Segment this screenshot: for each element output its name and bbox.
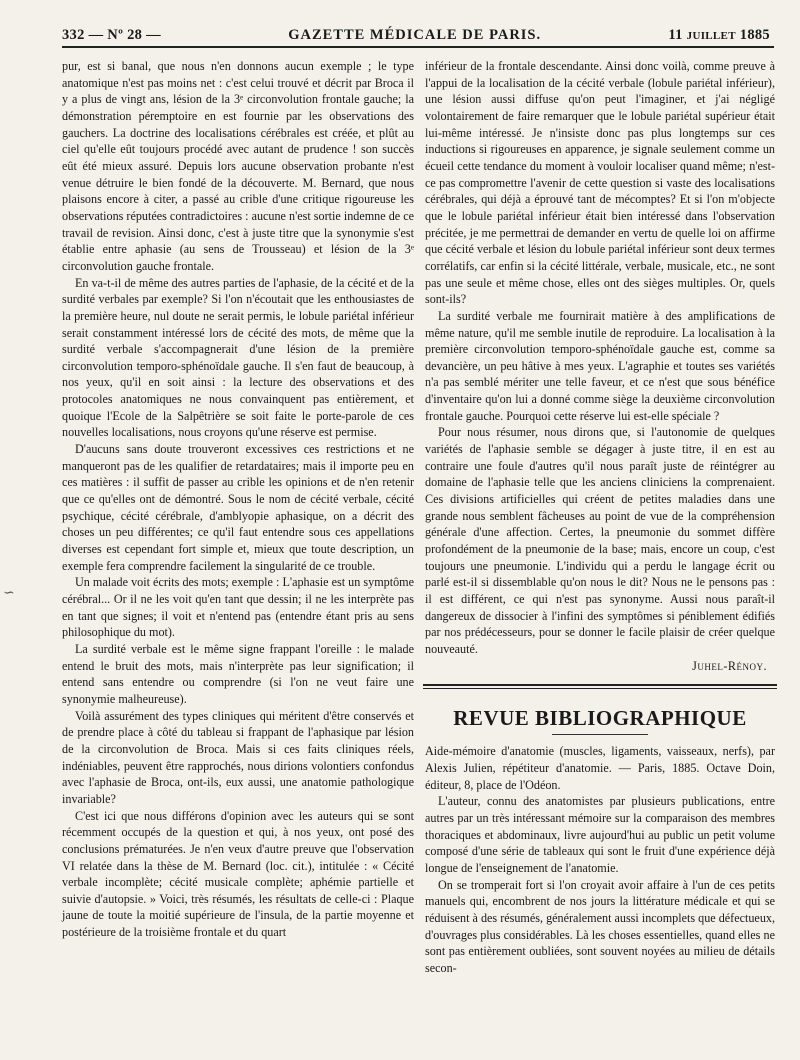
paragraph: Un malade voit écrits des mots; exemple : L'aphasie est un symptôme cérébral... Or il ne les voit qu'en tant que dessin; il ne les interprète pas en tant que signes; il voit et n'entend pas (entendre étant pris au sens philosophique du mot). (62, 575, 414, 640)
paragraph: La surdité verbale est le même signe frappant l'oreille : le malade entend le bruit des mots, mais n'interprète pas leur signification; il entend sans entendre ou comprendre (si l'on ne veut faire une synonymie malheureuse). (62, 641, 414, 706)
issue-date (668, 27, 770, 44)
bibliography-entry: Aide-mémoire d'anatomie (muscles, ligaments, vaisseaux, nerfs), par Alexis Julien, répétiteur d'anatomie. — Paris, 1885. Octave Doin, éditeur, 8, place de l'Odéon. (425, 744, 775, 792)
margin-mark: ∽ (3, 586, 15, 601)
title-underline (552, 734, 648, 735)
header-rule (62, 46, 774, 48)
paragraph: Voilà assurément des types cliniques qui méritent d'être conservés et de prendre place à côté du tableau si frappant de l'aphasique par lésion de la circonvolution de Broca. Mais si ces faits cliniques réels, indéniables, peuvent être rapprochés, nous dirions volontiers confondus avec l'aphasie de Broca, ont-ils, eux aussi, une anatomie pathologique invariable? (62, 708, 414, 806)
issue-month: JUILLET (686, 30, 736, 42)
paragraph: pur, est si banal, que nous n'en donnons aucun exemple ; le type anatomique n'est pas moins net : c'est celui trouvé et décrit par Broca il y a plus de vingt ans, lésion de la 3ᵉ circonvolution frontale gauche; la démonstration péremptoire en est fournie par les observations des gauchers. La doctrine des localisations cérébrales est créée, et plût au ciel qu'elle eût toujours procédé avec autant de prudence ! son succès eût été mieux assuré. Depuis lors aucune observation probante n'est venue détruire le bien fondé de la découverte. M. Bernard, que nous plaisons encore à citer, a passé au crible d'une critique rigoureuse les observations réputées contradictoires : aucune n'est sortie indemne de ce travail de revision. Ainsi donc, c'est à juste titre que la synonymie s'est établie entre aphasie (au sens de Trousseau) et lésion de la 3ᵉ circonvolution gauche frontale. (62, 59, 414, 273)
issue-day: 11 (668, 27, 683, 43)
journal-title: GAZETTE MÉDICALE DE PARIS. (288, 27, 542, 43)
paragraph: L'auteur, connu des anatomistes par plusieurs publications, entre autres par un très intéressant mémoire sur la comparaison des membres thoraciques et abdominaux, livre aujourd'hui au public un petit volume composé d'une série de tableaux qui sont le fruit d'une expérience déjà longue de l'enseignement de l'anatomie. (425, 794, 775, 875)
paragraph: inférieur de la frontale descendante. Ainsi donc voilà, comme preuve à l'appui de la localisation de la cécité verbale (lobule pariétal inférieur), une lésion aussi diffuse qu'on peut l'imaginer, et j'ai négligé volontairement de faire remarquer que le lobule pariétal supérieur était lui-même intéressé. Je n'insiste donc pas plus longtemps sur ces inductions si rigoureuses en apparence, je signale seulement comme un écueil cette tendance du moment à vouloir localiser quand même; n'est-ce pas compromettre l'avenir de cette question si vaste des localisations cérébrales, qui déjà a éprouvé tant de mécomptes? Et si l'on m'objecte que le lobule pariétal inférieur était bien intéressé dans l'observation précitée, je me permettrai de demander en vertu de quelle loi on affirme que cécité verbale et lésion du lobule pariétal inférieur sont deux termes corrélatifs, car enfin si la cécité littérale, verbale, musicale, etc., ne sont pas une seule et même chose, elles ont des sièges multiples. Or, quels sont-ils? (425, 59, 775, 307)
paragraph: Pour nous résumer, nous dirons que, si l'autonomie de quelques variétés de l'aphasie semble se dégager à juste titre, il en est au contraire une foule d'autres qu'il nous paraît juste de réintégrer au domaine de l'aphasie telle que les anciens cliniciens la comprenaient. Ces divisions artificielles qui créent de petites maladies dans une grande nous semblent fâcheuses au point de vue de la compréhension générale d'une affection. Certes, la pneumonie du sommet diffère profondément de la pneumonie de la base; mais, encore un coup, c'est toujours une pneumonie. L'individu qui a perdu le langage écrit ou parlé est-il si dissemblable qu'on nous le dit? Nous ne le pensons pas : il est différent, ce qui n'est pas synonyme. Aussi nous paraît-il dangereux de dissocier à l'infini des symptômes si péniblement édifiés par nos prédécesseurs, pour se donner le facile plaisir de créer quelque nouveauté. (425, 425, 775, 656)
section-title: REVUE BIBLIOGRAPHIQUE (453, 706, 747, 731)
paragraph: On se tromperait fort si l'on croyait avoir affaire à l'un de ces petits manuels qui, encombrent de nos jours la littérature médicale et qui se réduisent à des résumés, généralement aussi incomplets que défectueux, d'ouvrages plus considérables. Là les choses essentielles, quand elles ne sont pas entièrement oubliées, sont souvent noyées au milieu de détails secon- (425, 877, 775, 975)
section-divider (423, 684, 777, 689)
page-header (62, 20, 770, 44)
paragraph: D'aucuns sans doute trouveront excessives ces restrictions et ne manqueront pas de les qualifier de retardataires; mais il importe peu en ces matières : il suffit de passer au crible les opinions et de n'en retenir que ce qu'elles ont de démontré. Sous le nom de cécité verbale, cécité psychique, cécité cérébrale, d'amblyopie aphasique, on a décrit des choses un peu différentes; ce qu'il faut entendre sous ces appellations diverses est cependant fort simple et, mieux que toute description, un exemple fera comprendre facilement la singularité de ce trouble. (62, 442, 414, 573)
bibliography-section (425, 743, 775, 976)
paragraph: La surdité verbale me fournirait matière à des amplifications de même nature, qu'il me semble inutile de reproduire. La localisation à la première circonvolution temporo-sphénoïdale gauche est, comme sa devancière, un peu hâtive à mes yeux. L'agraphie et toutes ses variétés n'a pas semblé mériter une telle faveur, et ce n'est que sous bénéfice d'inventaire qu'on lui a donné comme siège la deuxième circonvolution frontale gauche. Pourquoi cette réserve lui est-elle spéciale ? (425, 308, 775, 423)
paragraph: C'est ici que nous différons d'opinion avec les auteurs qui se sont récemment occupés de la question et qui, à nos yeux, ont posé des conclusions prématurées. Je n'en veux d'autre preuve que l'observation VI relatée dans la thèse de M. Bernard (loc. cit.), intitulée : « Cécité verbale incomplète; cécité musicale complète; aphémie partielle et suivie d'autopsie. » Voici, très résumés, les résultats de celle-ci : Plaque jaune de toute la moitié supérieure de l'insula, de la partie moyenne et postérieure de la troisième frontale et du quart (62, 808, 414, 940)
right-column (425, 58, 775, 976)
issue-year: 1885 (739, 27, 770, 43)
paragraph: En va-t-il de même des autres parties de l'aphasie, de la cécité et de la surdité verbales par exemple? Si l'on n'écoutait que les enthousiastes de la première heure, nul doute ne serait permis, le lobule pariétal inférieur serait constamment intéressé lors de cécité des mots, de même que la surdité verbale s'accompagnerait d'une lésion de la première circonvolution temporo-sphénoïdale gauche. Il s'en faut de beaucoup, à nos yeux, qu'il en soit ainsi : la lecture des observations et des protocoles anatomiques ne nous convainquent pas entièrement, et quoique l'Ecole de la Salpêtrière se soit faite le porte-parole de ces nouvelles localisations, nous croyons qu'une réserve est permise. (62, 275, 414, 440)
author-signature: Juhel-Rénoy. (692, 658, 767, 673)
page-number: 332 — Nº 28 — (62, 27, 161, 43)
left-column (62, 58, 414, 941)
